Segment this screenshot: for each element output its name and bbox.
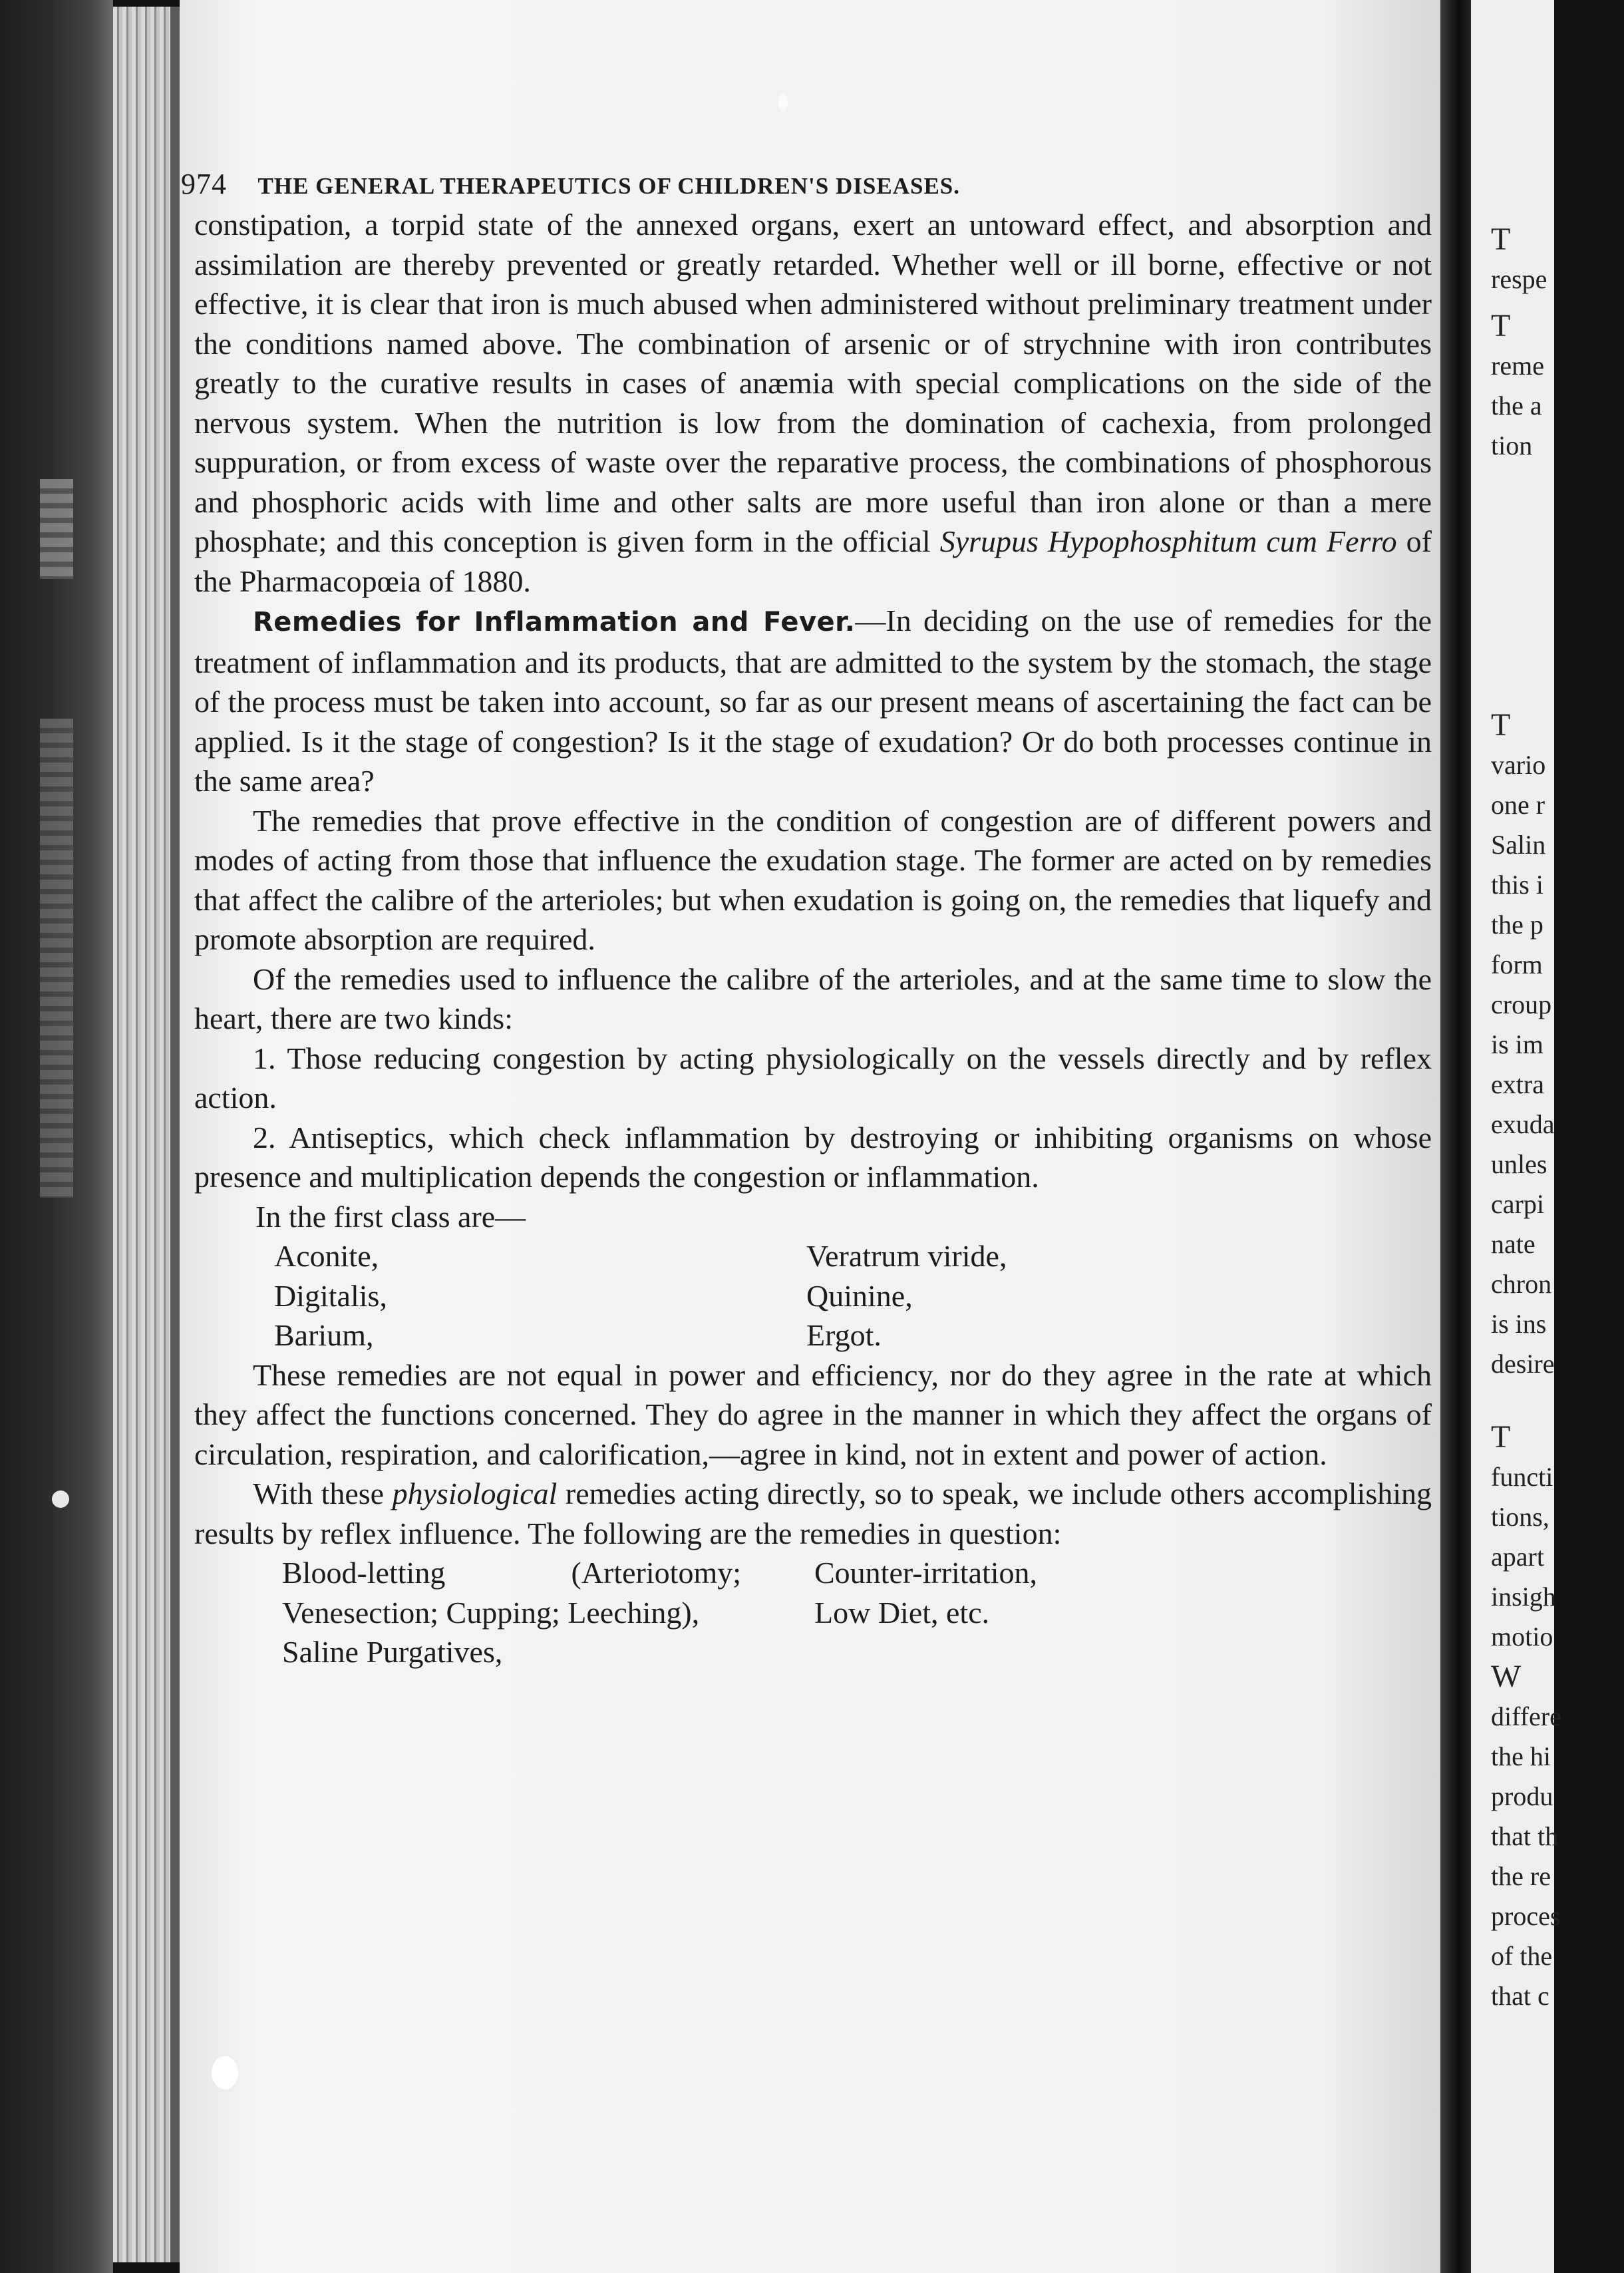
next-page-fragment: produ [1491,1781,1553,1811]
spine-title-label [40,719,73,1198]
next-page-fragment: chron [1491,1269,1552,1299]
remedy-item: Ergot. [806,1318,882,1352]
next-page-fragment: is ins [1491,1309,1547,1339]
next-page-fragment: apart [1491,1542,1544,1572]
next-page-fragment: W [1491,1659,1522,1694]
spine-shelfmark [40,479,73,579]
list-item: 1. Those reducing congestion by acting physiologically on the vessels directly and by reflex action. [194,1041,1432,1115]
next-page-fragment: the hi [1491,1741,1551,1771]
next-page-fragment: exuda [1491,1109,1555,1139]
paragraph-efficiency: These remedies are not equal in power and efficiency, nor do they agree in the rate at which they affect the functions concerned. They do agree in the manner in which they affect the organs of circulation, respiration, and calorification,—agree in kind, not in extent and power of action. [194,1357,1432,1471]
next-page-fragment: tions, [1491,1502,1549,1532]
paragraph-text: remedies acting directly, so to speak, we include others accomplishing results by reflex influence. The following are the remedies in question: [194,1477,1432,1550]
remedy-item-group [814,1553,1347,1632]
italic-term: physiological [392,1477,558,1510]
paragraph-reflex [194,1474,1432,1553]
next-page-fragment: Salin [1491,830,1546,860]
next-page-fragment: the p [1491,910,1543,940]
next-page-fragment: croup [1491,989,1552,1019]
next-page-edge [1471,0,1561,2273]
section-heading: Remedies for Inflammation and Fever. [253,607,856,637]
reflex-remedies-list [194,1553,1432,1672]
remedy-item: Barium, [274,1318,374,1352]
first-class-list [194,1236,1432,1355]
list-item: 2. Antiseptics, which check inflammation by destroying or inhibiting organisms on whose presence and multiplication depends the congestion or inflammation. [194,1120,1432,1194]
remedy-item: Veratrum viride, [806,1239,1007,1273]
paragraph-inflammation [194,601,1432,801]
page-edges [113,7,180,2262]
next-page-fragment: the a [1491,391,1542,421]
next-page-fragment: nate [1491,1229,1536,1259]
next-page-fragment: unles [1491,1149,1547,1179]
next-page-fragment: proces [1491,1901,1561,1931]
next-page-fragment: vario [1491,750,1546,780]
next-page-fragment: form [1491,950,1543,979]
next-page-fragment: tion [1491,431,1533,460]
next-page-fragment: that th [1491,1821,1559,1851]
remedy-item: Quinine, [806,1278,913,1313]
remedy-item: Saline Purgatives, [282,1635,503,1669]
paragraph-iron [194,205,1432,601]
page-gutter [1440,0,1471,2273]
paper-speck [778,93,788,112]
first-class-intro: In the first class are— [255,1199,526,1234]
next-page-fragment: respe [1491,264,1547,294]
paragraph-text: —In deciding on the use of remedies for the treatment of inflammation and its products, that are admitted to the system by the stomach, the stage of the process must be taken into account, so far as our present means of ascertaining the fact can be applied. Is it the stage of congestion? Is it the stage of exudation? Or do both processes continue in the same area? [194,604,1432,798]
next-page-fragment: that c [1491,1981,1549,2011]
spine-fleck [52,1490,69,1508]
next-page-fragment: reme [1491,351,1544,381]
next-page-fragment: one r [1491,790,1545,820]
remedy-item: Aconite, [274,1239,379,1273]
page-text [181,164,1432,1672]
next-page-fragment: motio [1491,1622,1553,1652]
paper-speck [212,2056,238,2089]
paragraph-congestion: The remedies that prove effective in the condition of congestion are of different powers and modes of acting from those that influence the exudation stage. The former are acted on by remedies that affect the calibre of the arterioles; but when exudation is going on, the remedies that liquefy and promote absorption are required. [194,803,1432,956]
running-title: THE GENERAL THERAPEUTICS OF CHILDREN'S DISEASES. [257,173,960,199]
next-page-fragment: this i [1491,870,1543,900]
next-page-fragment: insigh [1491,1582,1556,1612]
remedy-item: Low Diet, etc. [814,1595,990,1630]
running-head [181,164,1432,205]
next-page-fragment: extra [1491,1069,1544,1099]
paragraph-text: constipation, a torpid state of the annexed organs, exert an untoward effect, and absorption and assimilation are thereby prevented or greatly retarded. Whether well or ill borne, effective or not effective, it is clear that iron is much abused when administered without preliminary treatment under the conditions named above. The combination of arsenic or of strychnine with iron contributes greatly to the curative results in cases of anæmia with special complications on the side of the nervous system. When the nutrition is low from the domination of cachexia, from prolonged suppuration, or from excess of waste over the reparative process, the combinations of phosphorous and phosphoric acids with lime and other salts are more useful than iron alone or than a mere phosphate; and this conception is given form in the official [194,208,1432,558]
paragraph-arterioles: Of the remedies used to influence the calibre of the arterioles, and at the same time to slow the heart, there are two kinds: [194,962,1432,1035]
next-page-fragment: T [1491,1419,1511,1455]
next-page-fragment: differe [1491,1701,1561,1731]
italic-term: Syrupus Hypophosphitum cum Ferro [939,524,1397,558]
next-page-fragment: is im [1491,1029,1543,1059]
remedy-item: Blood-letting (Arteriotomy; Venesection; Cupping; Leeching), [282,1556,741,1630]
remedy-item: Counter-irritation, [814,1556,1038,1590]
remedy-item: Digitalis, [274,1278,387,1313]
next-page-fragment: desire [1491,1349,1555,1379]
next-page-fragment: T [1491,222,1511,257]
next-page-fragment: T [1491,308,1511,343]
next-page-fragment: functi [1491,1462,1553,1492]
paragraph-text: With these [253,1477,385,1510]
paragraph-text: of the Pharmacopœia of 1880. [194,524,1432,598]
page-number: 974 [181,168,227,200]
next-page-fragment: T [1491,707,1511,743]
next-page-fragment: the re [1491,1861,1551,1891]
book-spine [0,0,113,2273]
next-page-fragment: carpi [1491,1189,1544,1219]
next-page-fragment: of the [1491,1941,1553,1971]
